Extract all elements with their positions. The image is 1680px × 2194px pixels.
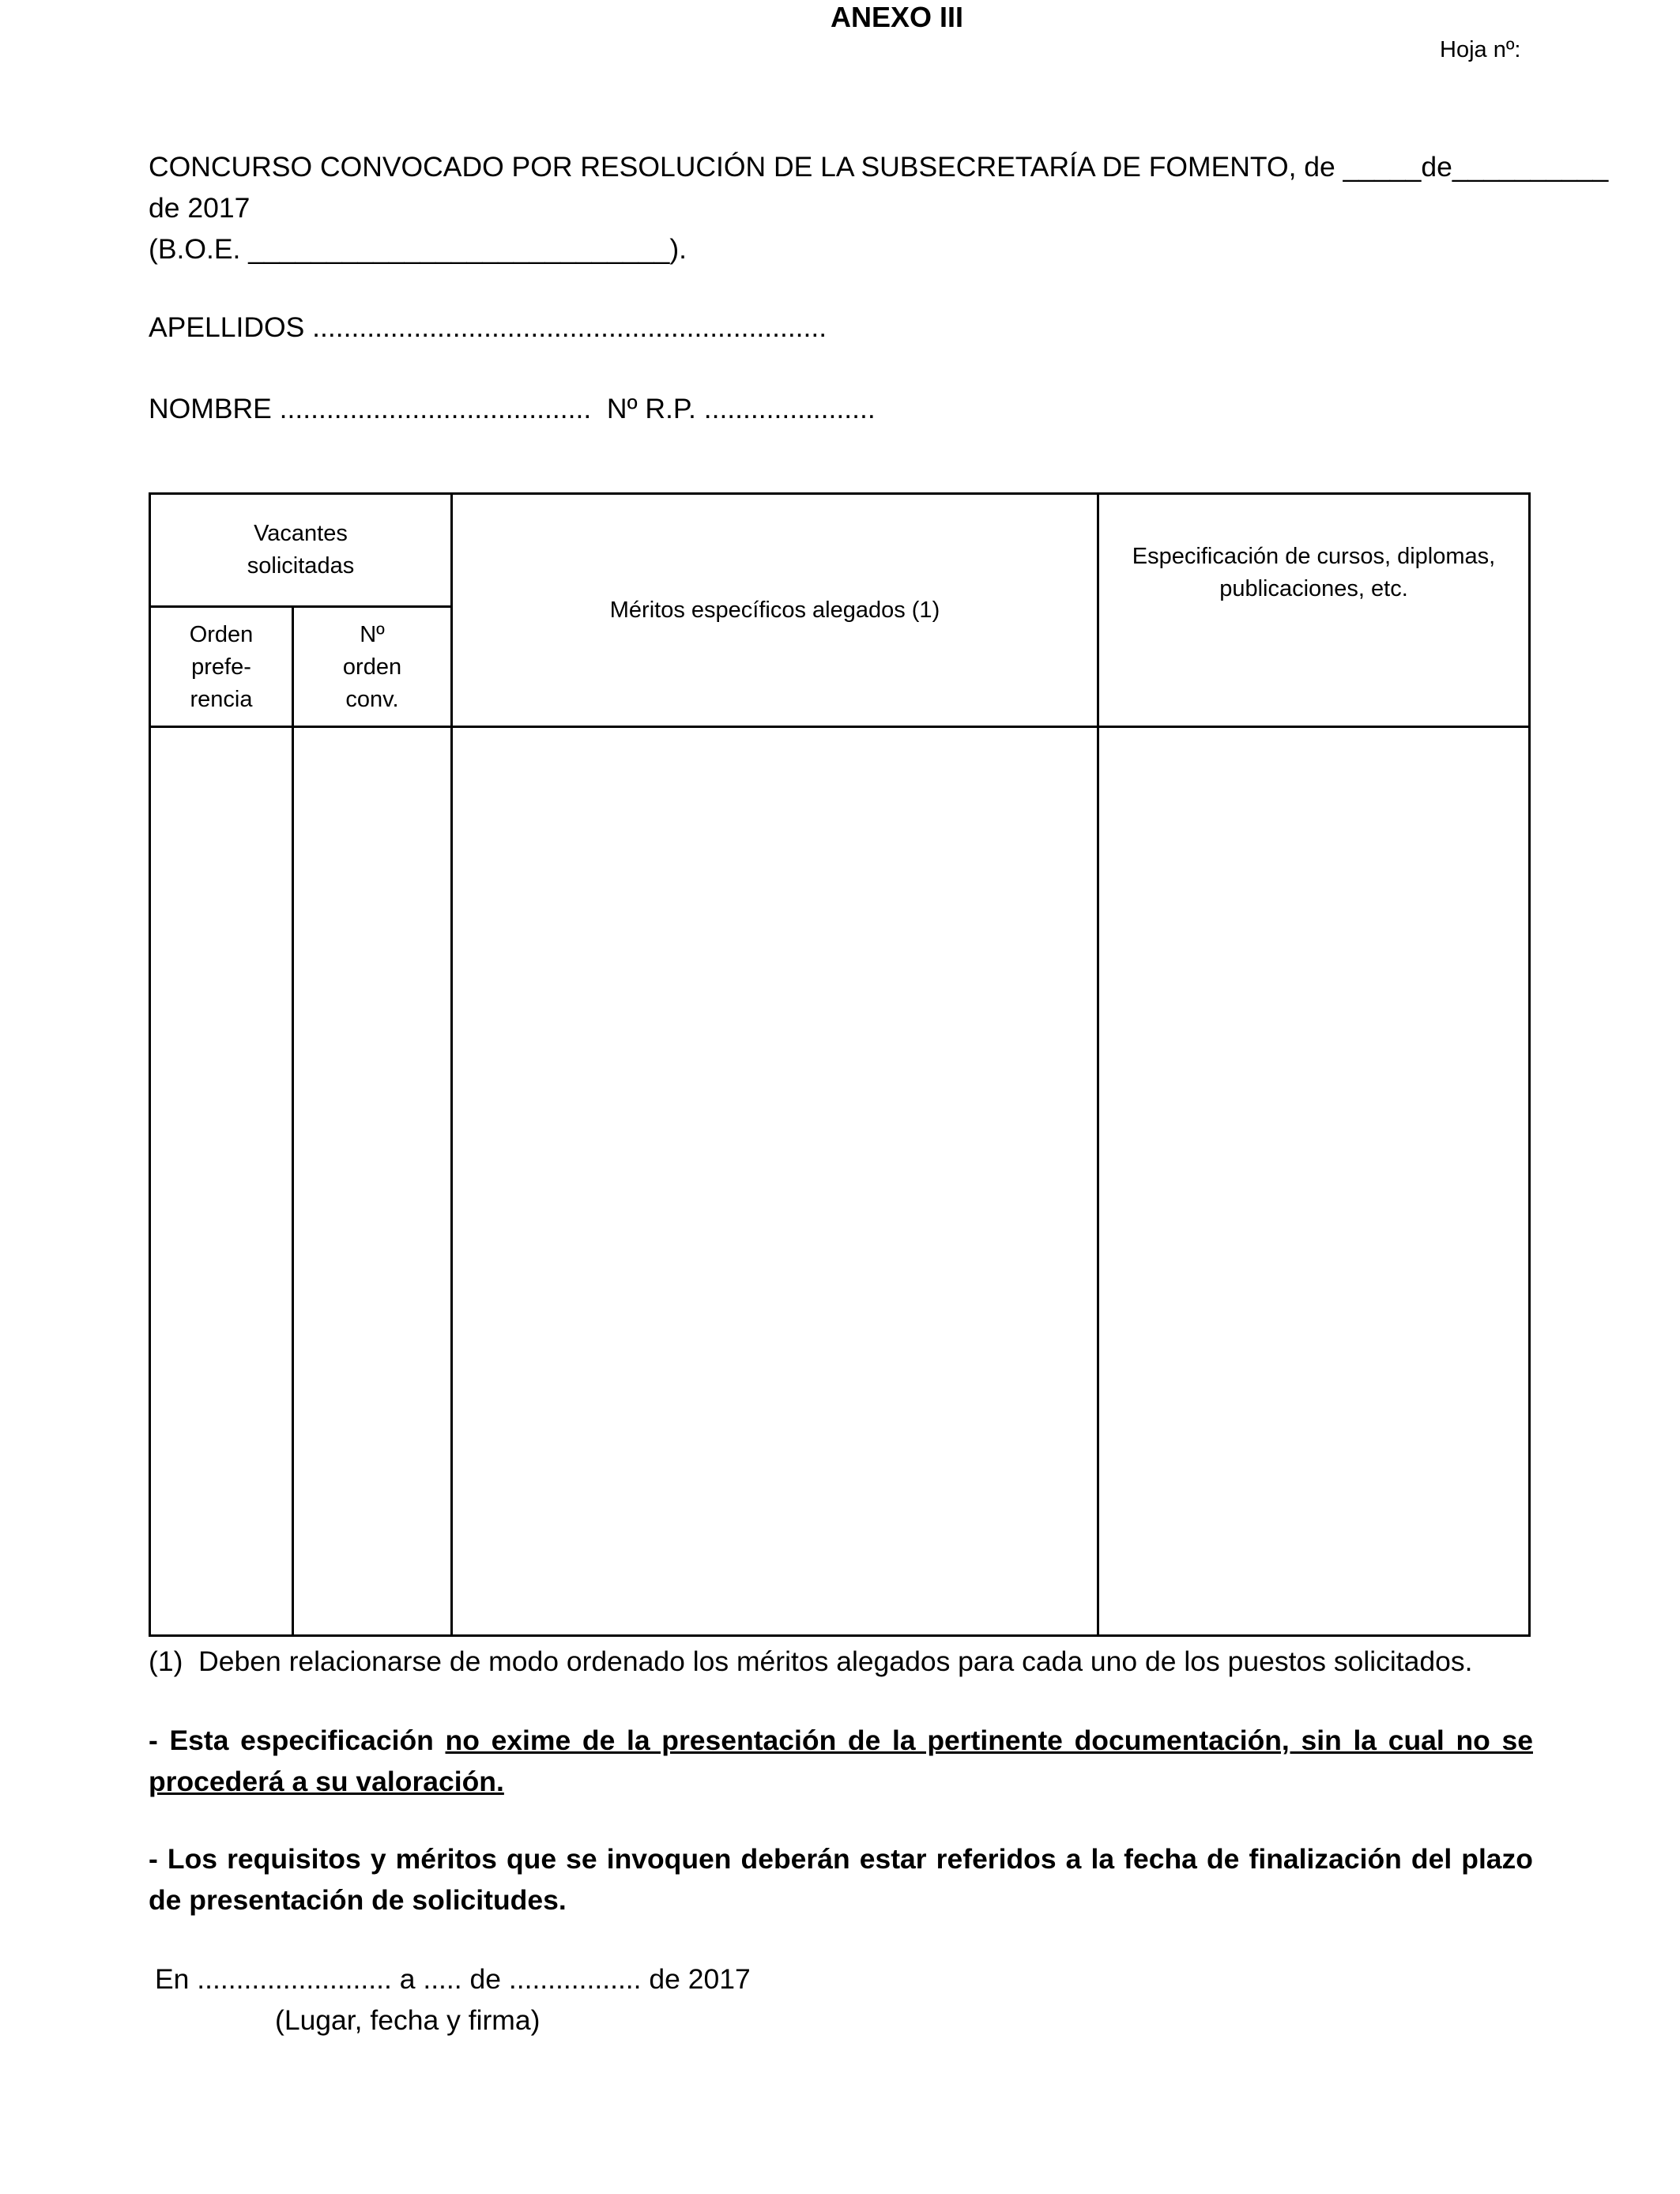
especificacion-cell[interactable] <box>1098 727 1530 1636</box>
numero-orden-header: Nº orden conv. <box>293 607 452 727</box>
nombre-field[interactable]: NOMBRE ........................................ Nº R.P. ...................... <box>149 393 876 424</box>
signature-caption: (Lugar, fecha y firma) <box>275 2004 541 2036</box>
documentation-note-underlined: no exime de la presentación de la pertinente documentación, sin la cual no se procederá a su valoración. <box>149 1725 1533 1797</box>
place-date-line[interactable]: En ......................... a ..... de ................. de 2017 <box>155 1963 751 1995</box>
footnote: (1) Deben relacionarse de modo ordenado los méritos alegados para cada uno de los puestos solicitados. <box>149 1646 1473 1677</box>
especificacion-header: Especificación de cursos, diplomas, publicaciones, etc. <box>1098 494 1530 727</box>
merits-table <box>149 492 1531 1637</box>
orden-preferencia-cell[interactable] <box>150 727 293 1636</box>
orden-preferencia-header: Orden prefe- rencia <box>150 607 293 727</box>
meritos-cell[interactable] <box>452 727 1098 1636</box>
apellidos-field[interactable]: APELLIDOS .................................................................. <box>149 311 827 343</box>
documentation-note-prefix: - Esta especificación <box>149 1725 446 1756</box>
year-line: de 2017 <box>149 192 250 224</box>
numero-orden-cell[interactable] <box>293 727 452 1636</box>
boe-line: (B.O.E. ___________________________). <box>149 233 687 265</box>
vacantes-header: Vacantes solicitadas <box>150 494 452 607</box>
sheet-number-label: Hoja nº: <box>1440 37 1521 62</box>
concurso-line: CONCURSO CONVOCADO POR RESOLUCIÓN DE LA SUBSECRETARÍA DE FOMENTO, de _____de__________ <box>149 151 1609 183</box>
annex-title: ANEXO III <box>830 1 964 33</box>
documentation-note <box>149 1720 1533 1802</box>
requirements-note: - Los requisitos y méritos que se invoquen deberán estar referidos a la fecha de finalización del plazo de presentación de solicitudes. <box>149 1843 1533 1916</box>
meritos-header: Méritos específicos alegados (1) <box>452 494 1098 727</box>
